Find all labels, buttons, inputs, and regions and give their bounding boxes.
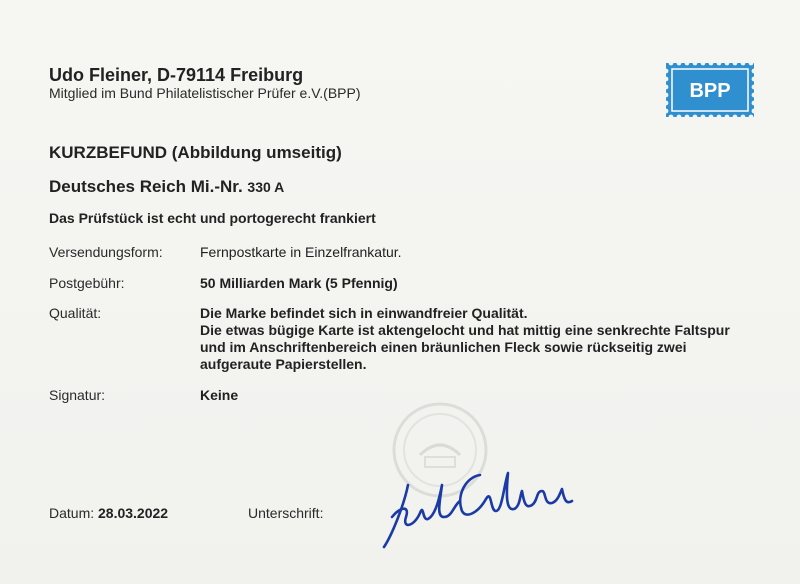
catalog-number: 330 A bbox=[247, 179, 285, 195]
catalog-line bbox=[49, 177, 284, 197]
signature-label: Unterschrift: bbox=[248, 505, 324, 521]
qualitaet-label: Qualität: bbox=[49, 305, 102, 321]
qualitaet-line: Die etwas bügige Karte ist aktengelocht und hat mittig eine senkrechte Faltspur bbox=[200, 322, 730, 338]
handwritten-signature bbox=[370, 455, 590, 555]
signatur-value: Keine bbox=[200, 387, 239, 403]
membership-line: Mitglied im Bund Philatelistischer Prüfer e.V.(BPP) bbox=[49, 85, 361, 101]
bpp-logo bbox=[663, 60, 757, 120]
qualitaet-line: aufgeraute Papierstellen. bbox=[200, 356, 367, 372]
gebuehr-label: Postgebühr: bbox=[49, 275, 125, 291]
examiner-name: Udo Fleiner, D-79114 Freiburg bbox=[49, 65, 304, 85]
qualitaet-line: Die Marke befindet sich in einwandfreier Qualität. bbox=[200, 305, 528, 321]
gebuehr-value: 50 Milliarden Mark (5 Pfennig) bbox=[200, 275, 398, 291]
authenticity-statement: Das Prüfstück ist echt und portogerecht frankiert bbox=[49, 210, 376, 226]
signatur-label: Signatur: bbox=[49, 387, 106, 403]
qualitaet-line: und im Anschriftenbereich einen bräunlichen Fleck sowie rückseitig zwei bbox=[200, 339, 687, 355]
date-value: 28.03.2022 bbox=[98, 505, 169, 521]
versand-value: Fernpostkarte in Einzelfrankatur. bbox=[200, 244, 402, 260]
qualitaet-value bbox=[200, 305, 730, 373]
bpp-logo-text: BPP bbox=[689, 80, 731, 102]
certificate-title: KURZBEFUND (Abbildung umseitig) bbox=[49, 143, 342, 162]
versand-label: Versendungsform: bbox=[49, 244, 163, 260]
catalog-prefix: Deutsches Reich Mi.-Nr. bbox=[49, 177, 243, 196]
date-label: Datum: bbox=[49, 505, 95, 521]
